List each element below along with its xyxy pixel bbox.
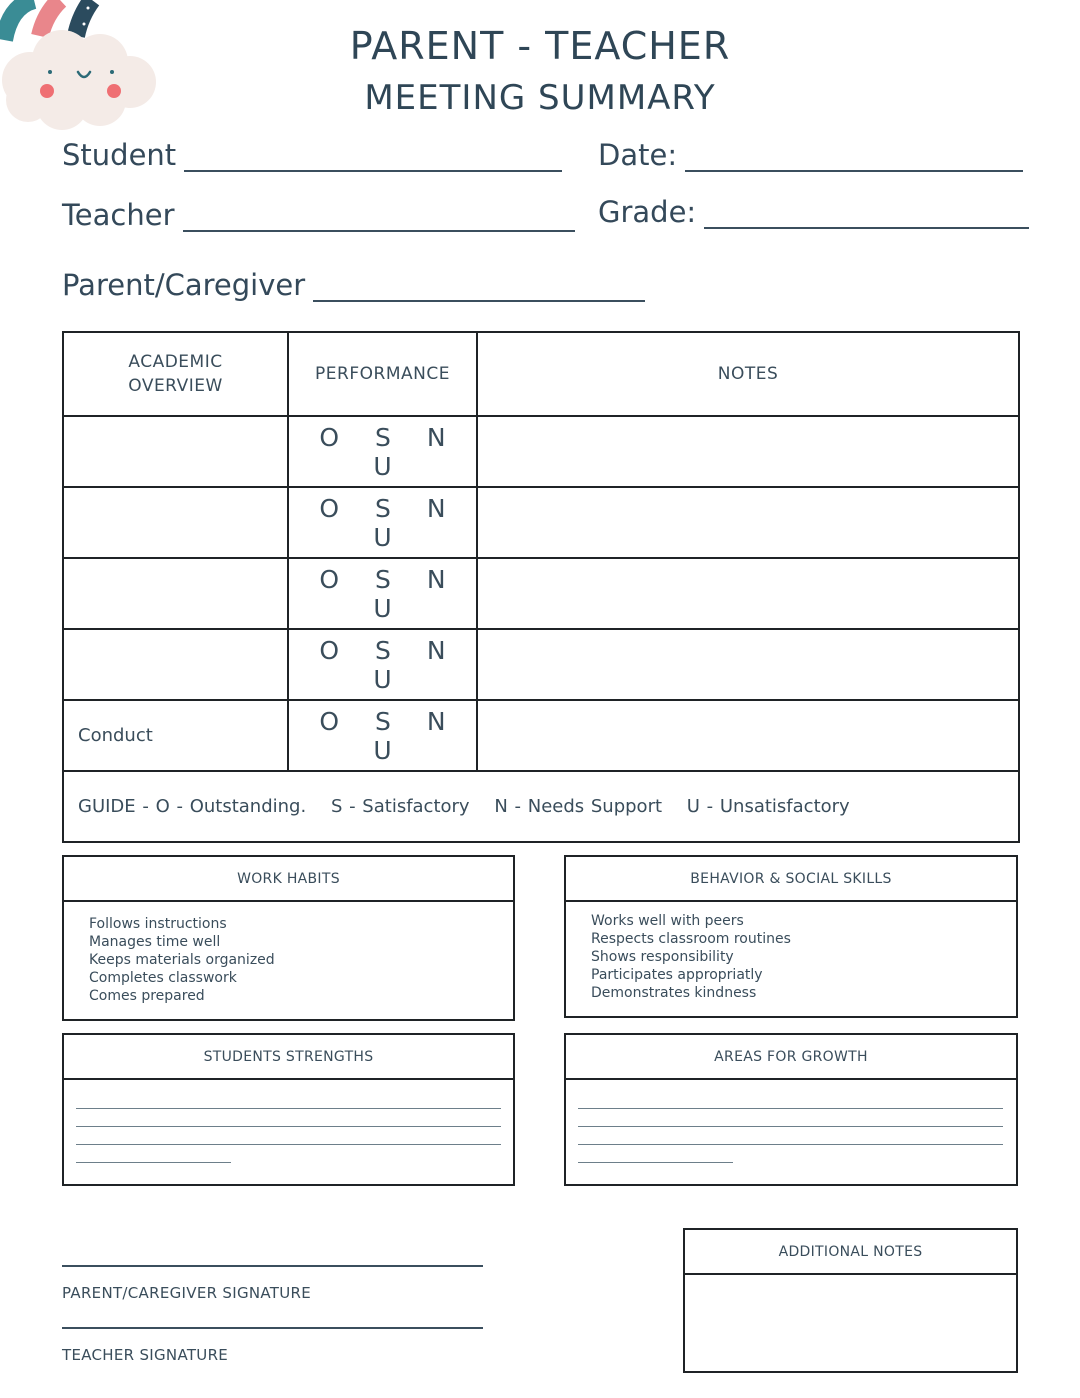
strengths-box xyxy=(62,1033,515,1186)
notes-cell[interactable] xyxy=(477,487,1019,558)
parent-label: Parent/Caregiver xyxy=(62,268,306,302)
list-item: Shows responsibility xyxy=(591,949,734,965)
list-item: Completes classwork xyxy=(89,970,237,986)
growth-title: AREAS FOR GROWTH xyxy=(566,1035,1016,1080)
rating-guide xyxy=(63,771,1019,842)
parent-signature-label: PARENT/CAREGIVER SIGNATURE xyxy=(62,1284,312,1302)
parent-input-line[interactable] xyxy=(313,276,645,302)
teacher-signature-line[interactable] xyxy=(62,1327,483,1329)
writing-line[interactable] xyxy=(76,1144,501,1145)
academic-table xyxy=(62,331,1020,843)
table-row xyxy=(63,558,1019,629)
behavior-title: BEHAVIOR & SOCIAL SKILLS xyxy=(566,857,1016,902)
header-notes: NOTES xyxy=(477,332,1019,416)
guide-unsatisfactory: U - Unsatisfactory xyxy=(686,796,850,817)
grade-input-line[interactable] xyxy=(704,203,1029,229)
table-row xyxy=(63,487,1019,558)
list-item: Manages time well xyxy=(89,934,221,950)
student-input-line[interactable] xyxy=(184,146,562,172)
table-row xyxy=(63,700,1019,771)
guide-row xyxy=(63,771,1019,842)
teacher-field xyxy=(62,198,575,232)
page-subtitle: MEETING SUMMARY xyxy=(364,78,716,118)
work-habits-title: WORK HABITS xyxy=(64,857,513,902)
student-field xyxy=(62,138,562,172)
date-input-line[interactable] xyxy=(685,146,1023,172)
additional-notes-box[interactable] xyxy=(683,1228,1018,1373)
notes-cell[interactable] xyxy=(477,629,1019,700)
subject-cell[interactable] xyxy=(63,629,288,700)
list-item: Works well with peers xyxy=(591,913,744,929)
list-item: Follows instructions xyxy=(89,916,227,932)
student-label: Student xyxy=(62,138,177,172)
grade-label: Grade: xyxy=(598,195,697,229)
date-label: Date: xyxy=(598,138,678,172)
subject-cell-conduct[interactable]: Conduct xyxy=(63,700,288,771)
behavior-list xyxy=(566,902,1016,1002)
behavior-box xyxy=(564,855,1018,1018)
list-item: Demonstrates kindness xyxy=(591,985,757,1001)
performance-rating[interactable]: O S N U xyxy=(288,487,477,558)
subject-cell[interactable] xyxy=(63,558,288,629)
performance-rating[interactable]: O S N U xyxy=(288,700,477,771)
list-item: Comes prepared xyxy=(89,988,205,1004)
writing-line[interactable] xyxy=(76,1108,501,1109)
list-item: Participates appropriatly xyxy=(591,967,763,983)
guide-satisfactory: S - Satisfactory xyxy=(330,796,470,817)
work-habits-box xyxy=(62,855,515,1021)
header-performance: PERFORMANCE xyxy=(288,332,477,416)
guide-outstanding: GUIDE - O - Outstanding. xyxy=(78,796,307,817)
grade-field xyxy=(598,195,1029,229)
performance-rating[interactable]: O S N U xyxy=(288,558,477,629)
performance-rating[interactable]: O S N U xyxy=(288,416,477,487)
table-header-row xyxy=(63,332,1019,416)
notes-cell[interactable] xyxy=(477,416,1019,487)
writing-line[interactable] xyxy=(578,1108,1003,1109)
growth-box xyxy=(564,1033,1018,1186)
notes-cell[interactable] xyxy=(477,700,1019,771)
writing-line[interactable] xyxy=(76,1126,501,1127)
list-item: Keeps materials organized xyxy=(89,952,275,968)
writing-line[interactable] xyxy=(76,1162,231,1163)
header-academic-overview: ACADEMIC OVERVIEW xyxy=(63,332,288,416)
date-field xyxy=(598,138,1023,172)
writing-line[interactable] xyxy=(578,1144,1003,1145)
page-title: PARENT - TEACHER xyxy=(349,24,731,68)
table-row xyxy=(63,416,1019,487)
notes-cell[interactable] xyxy=(477,558,1019,629)
teacher-input-line[interactable] xyxy=(183,206,575,232)
list-item: Respects classroom routines xyxy=(591,931,791,947)
parent-field xyxy=(62,268,645,302)
strengths-title: STUDENTS STRENGTHS xyxy=(64,1035,513,1080)
additional-notes-title: ADDITIONAL NOTES xyxy=(685,1230,1016,1275)
rainbow-cloud-icon xyxy=(0,0,170,140)
writing-line[interactable] xyxy=(578,1162,733,1163)
parent-signature-line[interactable] xyxy=(62,1265,483,1267)
table-row xyxy=(63,629,1019,700)
subject-cell[interactable] xyxy=(63,416,288,487)
guide-needs-support: N - Needs Support xyxy=(494,796,663,817)
work-habits-list xyxy=(64,902,513,1005)
performance-rating[interactable]: O S N U xyxy=(288,629,477,700)
subject-cell[interactable] xyxy=(63,487,288,558)
writing-line[interactable] xyxy=(578,1126,1003,1127)
teacher-signature-label: TEACHER SIGNATURE xyxy=(62,1346,229,1364)
teacher-label: Teacher xyxy=(62,198,175,232)
